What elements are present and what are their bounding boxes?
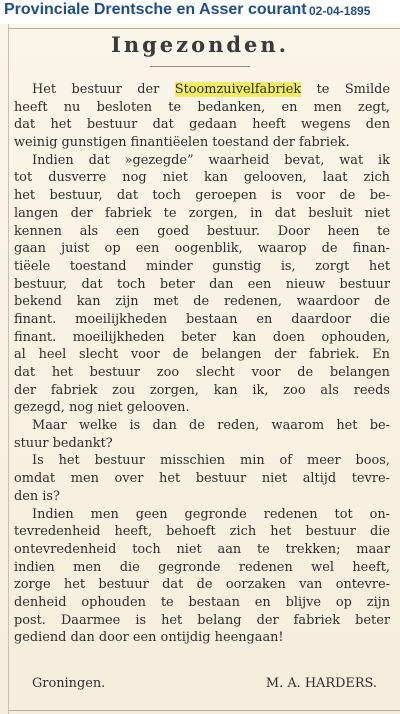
article-line: Maar welke is dan de reden, waarom het be- — [32, 418, 390, 434]
first-line-before: Het bestuur der — [32, 82, 160, 97]
article-line: der fabriek zou zorgen, kan ik, zoo als reeds — [14, 382, 390, 398]
publication-date: 02-04-1895 — [309, 4, 371, 18]
article-line: omdat men over het bestuur niet altijd tevre- — [14, 471, 390, 487]
article-line: den is? — [14, 488, 60, 504]
article-line: zorge het bestuur dat de oorzaken van ontevre- — [14, 577, 390, 593]
first-line-after: te Smilde — [316, 82, 390, 97]
article-line: het bestuur, dat toch geroepen is voor de be- — [14, 188, 390, 204]
article-line: gediend dan door een ontijdig heengaan! — [14, 630, 284, 646]
article-line: kennen als een goed bestuur. Door heen te — [14, 223, 390, 239]
article-line: dat het bestuur dat gedaan heeft wegens den — [14, 117, 390, 133]
article-line: bestuur, dat toch beter dan een nieuw bestuur — [14, 276, 390, 292]
title-rule — [150, 66, 250, 67]
article-line: Is het bestuur misschien min of meer boos, — [32, 453, 390, 469]
article-line: langen der fabriek te zorgen, in dat besluit niet — [14, 205, 390, 221]
article-line: dat het bestuur zoo slecht voor de belangen — [14, 365, 390, 380]
signature-place: Groningen. — [32, 676, 106, 691]
top-rule — [8, 28, 400, 29]
article-line: tiëele toestand minder gunstig is, zorgt het — [14, 258, 390, 274]
article-line: tot dusverre nog niet kan gelooven, laat zich — [14, 170, 390, 186]
highlighted-word: Stoomzuivelfabriek — [174, 82, 302, 97]
article-line: stuur bedankt? — [14, 435, 113, 451]
article-line: ontevredenheid toch niet aan te trekken; maar — [14, 541, 390, 557]
article-line: heeft nu besloten te bedanken, en men zegt, — [14, 99, 390, 115]
article-line: post. Daarmee is het belang der fabriek beter — [14, 612, 390, 628]
article-line: Indien men geen gegronde redenen tot on- — [32, 506, 390, 522]
article-line — [14, 81, 390, 99]
article-line: weinig gunstigen finantiëelen toestand der fabriek. — [14, 135, 350, 151]
article-line: gezegd, nog niet gelooven. — [14, 400, 190, 416]
article-line: bekend kan zijn met de redenen, waardoor de — [14, 294, 390, 310]
column-divider — [8, 24, 9, 714]
article-line: al heel slecht voor de belangen der fabriek. En — [14, 347, 390, 363]
signature-name: M. A. HARDERS. — [265, 676, 377, 691]
article-body — [14, 81, 390, 647]
article-line: Indien dat »gezegde” waarheid bevat, wat ik — [32, 152, 390, 168]
article-line: finant. moeilijkheden beter kan doen ophouden, — [14, 329, 390, 345]
article-line: gaan juist op een oogenblik, waarop de finan- — [14, 241, 390, 257]
article-line: finant. moeilijkheden bestaan en daardoor die — [14, 311, 390, 327]
newspaper-title: Provinciale Drentsche en Asser courant — [4, 1, 307, 18]
header-bar — [0, 0, 400, 24]
article-title: Ingezonden. — [111, 32, 289, 57]
article-line: indien men die gegronde redenen wel heeft, — [14, 559, 390, 575]
bottom-rule — [8, 710, 400, 711]
article-line: tevredenheid heeft, behoeft zich het bestuur die — [14, 524, 390, 540]
article-line: denheid ophouden te bestaan en blijve op zijn — [14, 594, 390, 610]
newspaper-clipping — [0, 24, 400, 714]
